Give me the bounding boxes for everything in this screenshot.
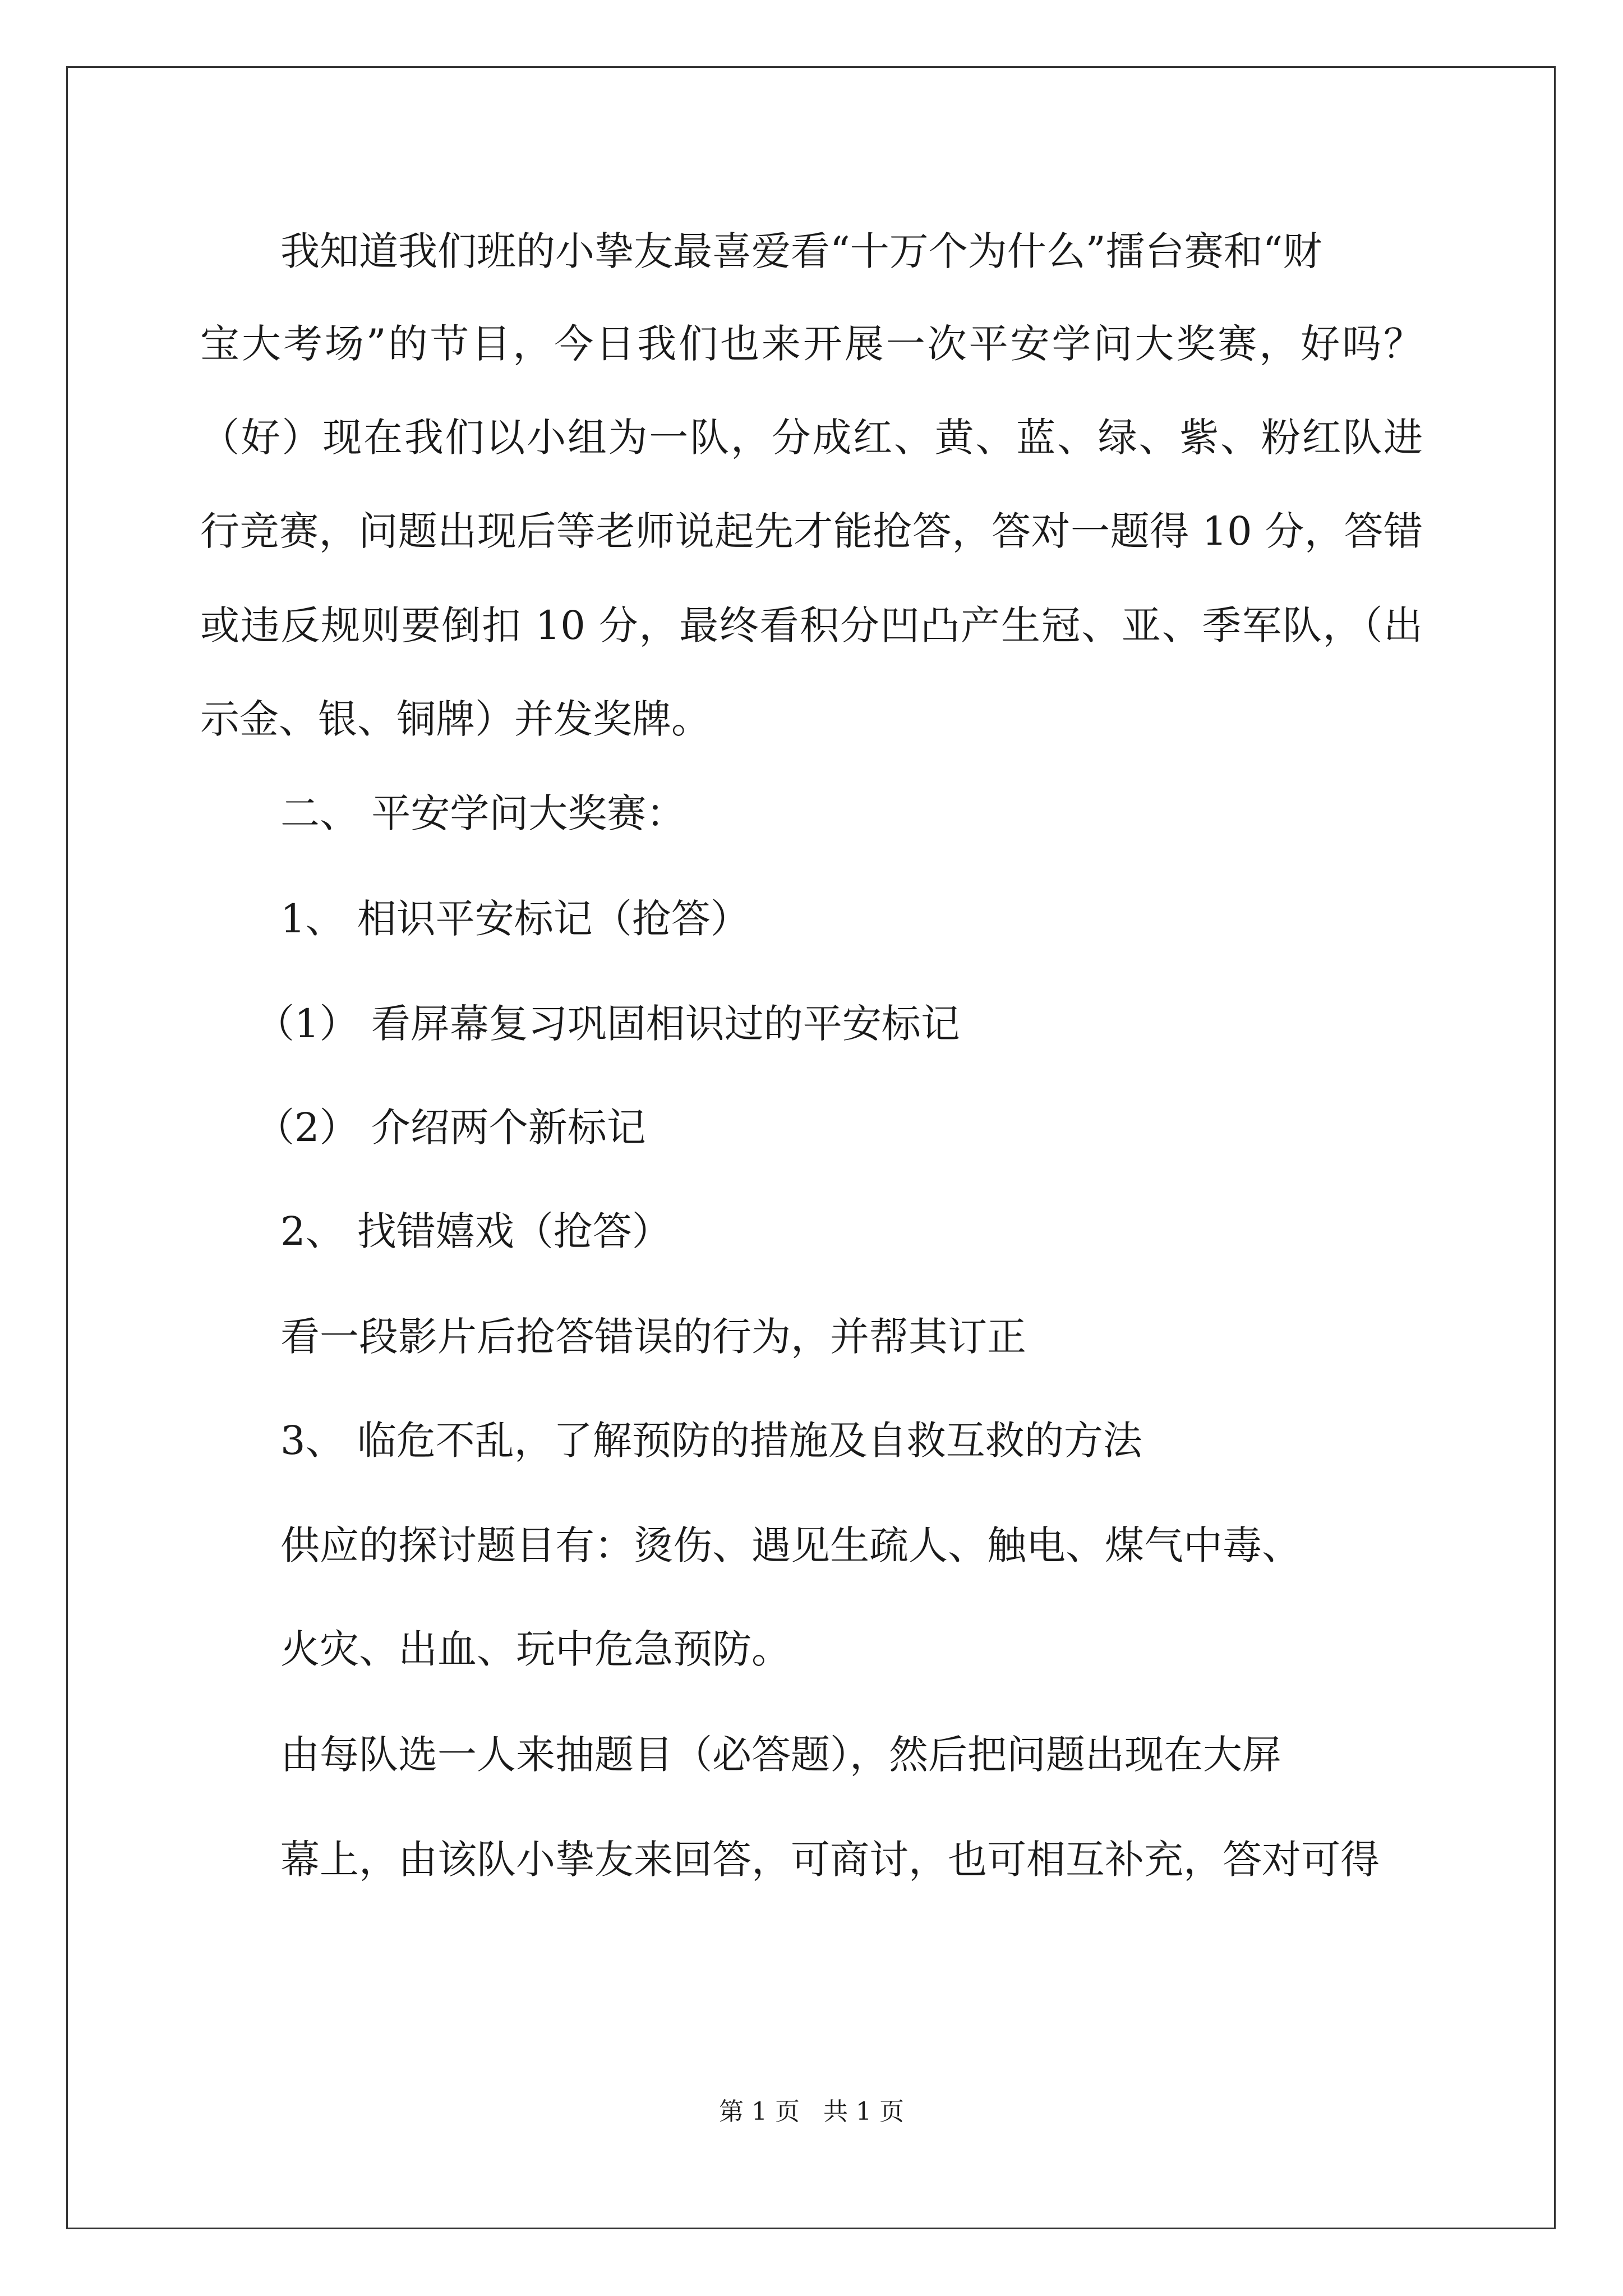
item-3-text-2: 火灾、出血、玩中危急预防。 [280, 1626, 791, 1672]
item-2-heading: 2、 找错嬉戏（抢答） [280, 1208, 671, 1254]
item-1-sub-2: （2） 介绍两个新标记 [255, 1105, 646, 1151]
paragraph-line-4: 行竞赛，问题出现后等老师说起先才能抢答，答对一题得 10 分，答错 [200, 508, 1423, 554]
paragraph-line-3: （好）现在我们以小组为一队，分成红、黄、蓝、绿、紫、粉红队进 [200, 415, 1423, 461]
paragraph-line-5: 或违反规则要倒扣 10 分，最终看积分凹凸产生冠、亚、季军队，（出 [200, 602, 1423, 648]
item-3-text-1: 供应的探讨题目有：烫伤、遇见生疏人、触电、煤气中毒、 [280, 1522, 1301, 1568]
page-footer: 第 1 页 共 1 页 [719, 2097, 904, 2126]
item-2-text: 看一段影片后抢答错误的行为，并帮其订正 [280, 1314, 1026, 1360]
paragraph-line-1: 我知道我们班的小挚友最喜爱看“十万个为什么”擂台赛和“财 [280, 228, 1322, 274]
item-3-text-3: 由每队选一人来抽题目（必答题），然后把问题出现在大屏 [280, 1732, 1281, 1778]
item-3-text-4: 幕上，由该队小挚友来回答，可商讨，也可相互补充，答对可得 [280, 1837, 1380, 1883]
paragraph-line-2: 宝大考场”的节目，今日我们也来开展一次平安学问大奖赛，好吗？ [200, 321, 1423, 367]
item-1-heading: 1、 相识平安标记（抢答） [280, 896, 750, 942]
item-3-heading: 3、 临危不乱，了解预防的措施及自救互救的方法 [280, 1418, 1142, 1464]
section-heading: 二、 平安学问大奖赛： [280, 790, 686, 836]
item-1-sub-1: （1） 看屏幕复习巩固相识过的平安标记 [255, 1001, 960, 1047]
paragraph-line-6: 示金、银、铜牌）并发奖牌。 [200, 696, 711, 742]
